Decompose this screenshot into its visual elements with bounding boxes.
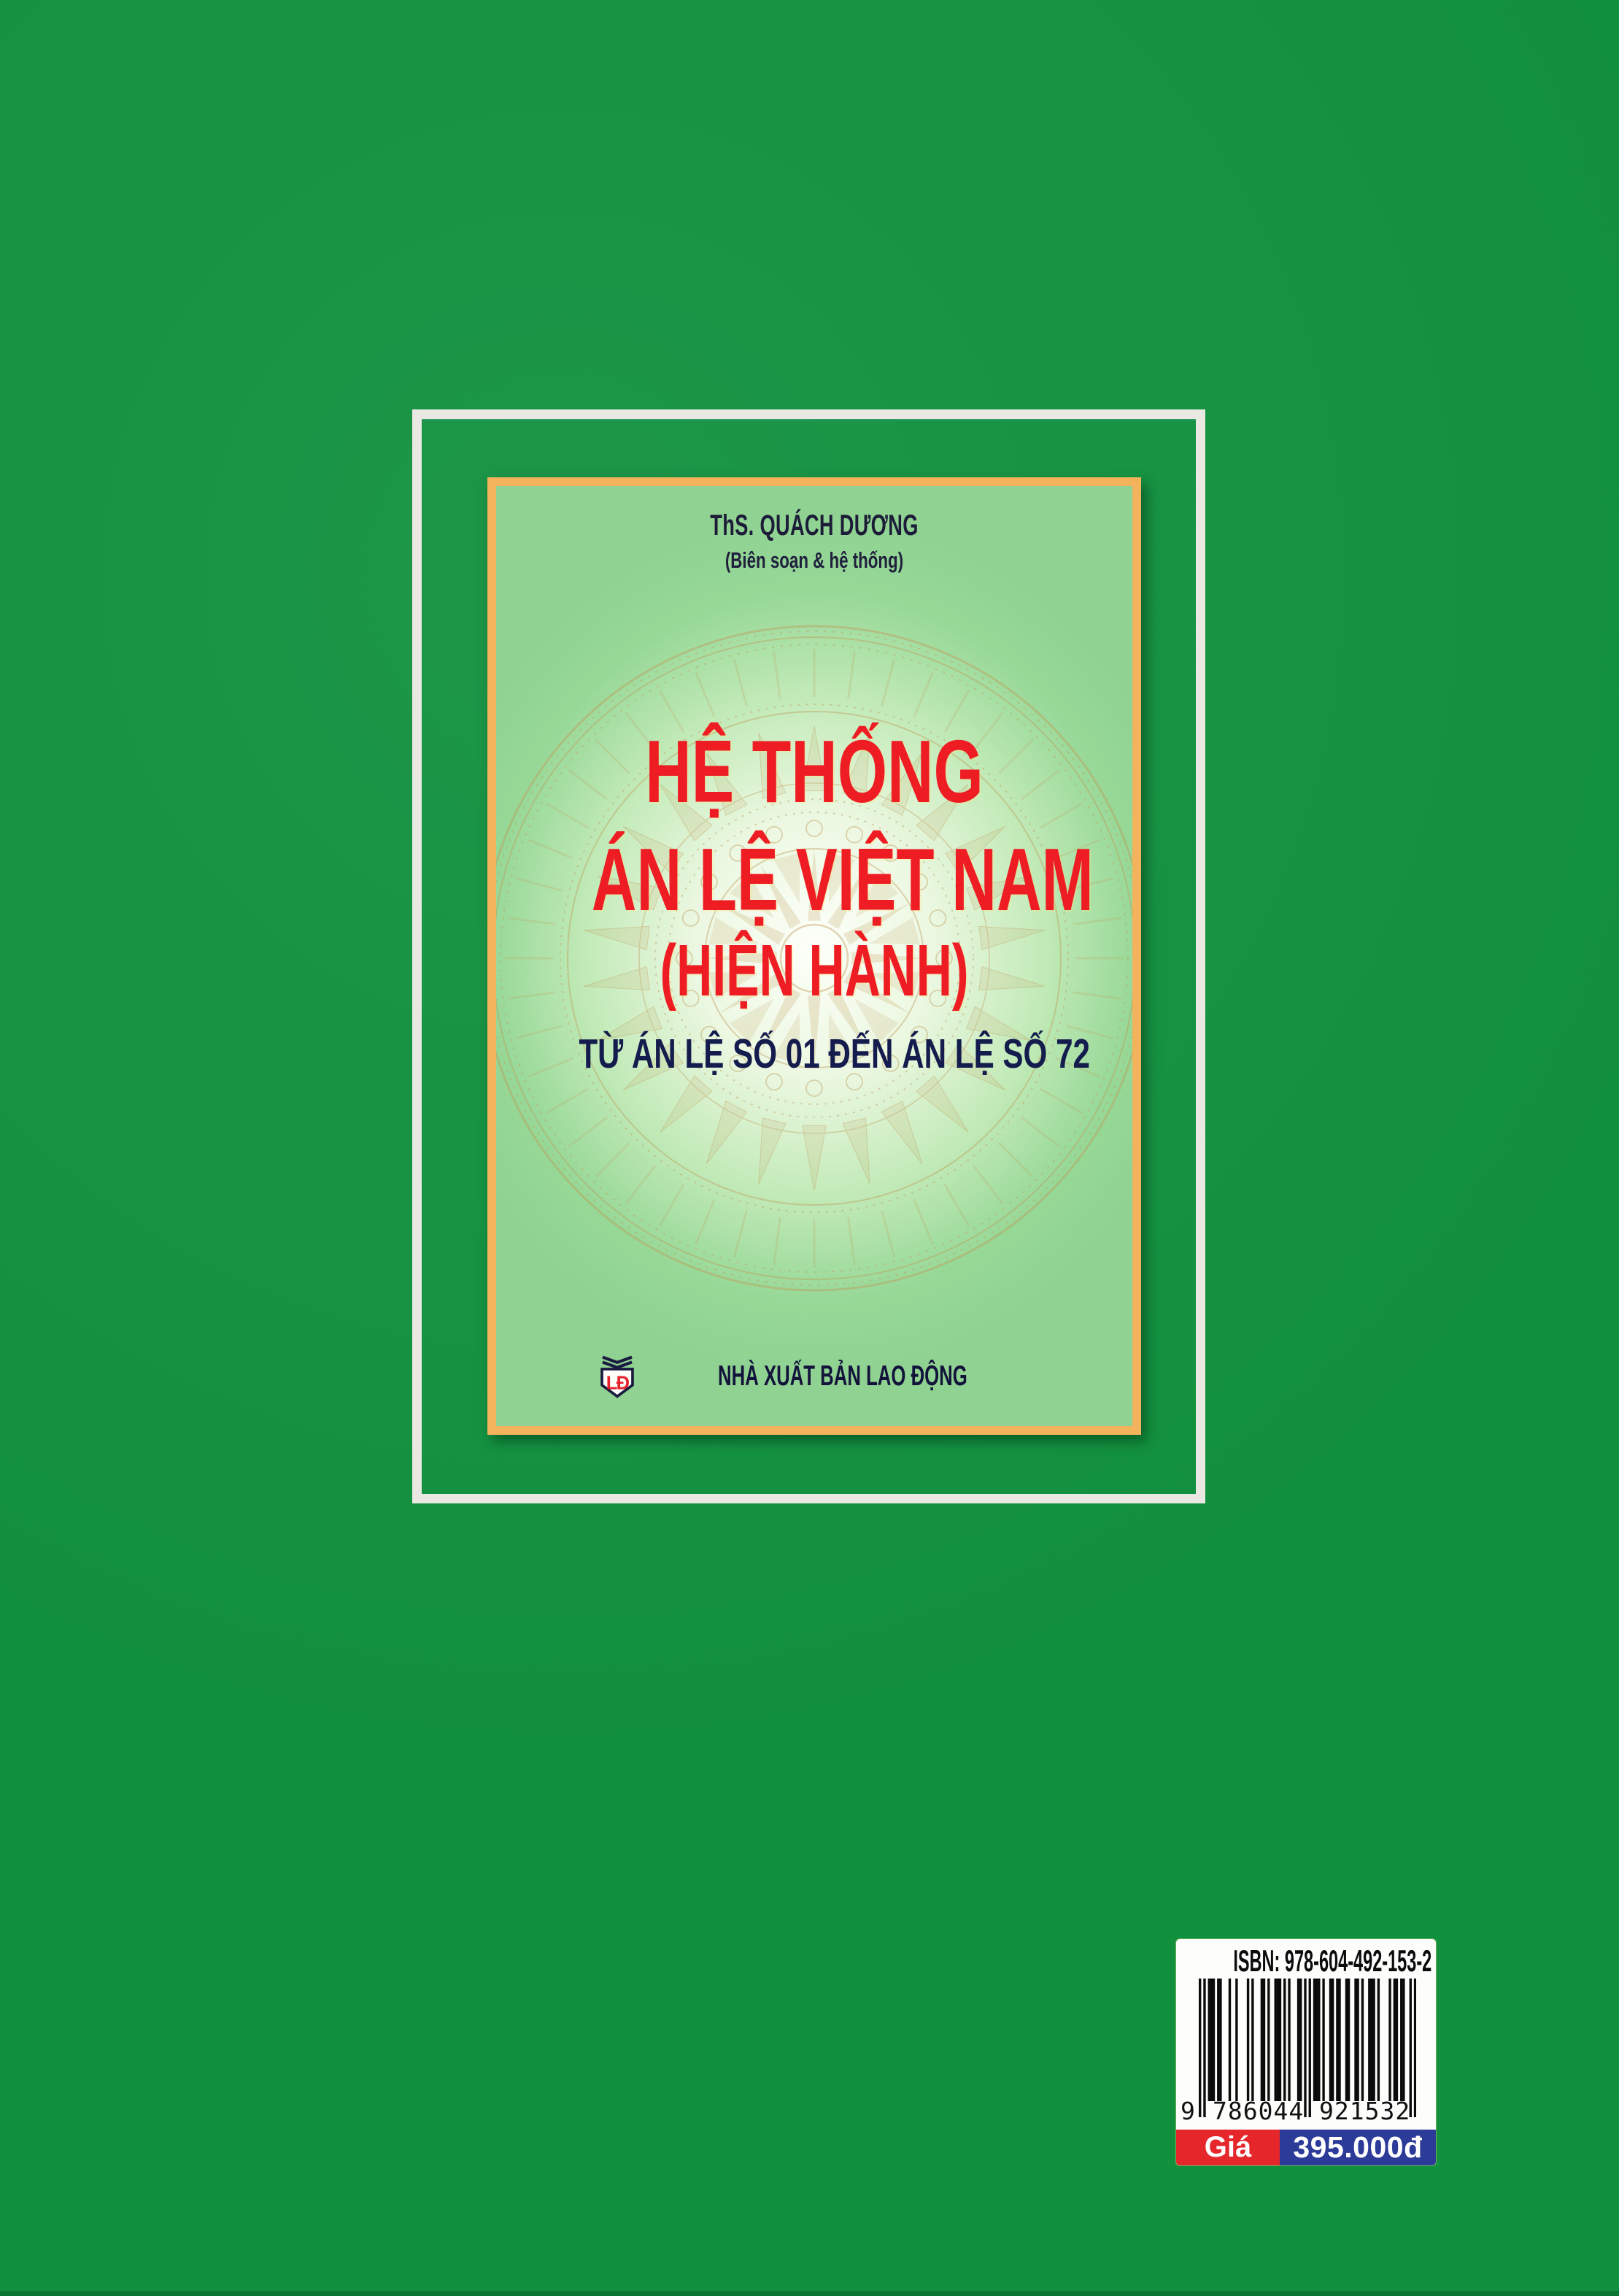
lao-dong-publisher-logo-icon bbox=[597, 1354, 638, 1399]
barcode-digits-right: 921532 bbox=[1319, 2097, 1411, 2125]
title-panel bbox=[487, 477, 1141, 1435]
author-name: ThS. QUÁCH DƯƠNG bbox=[710, 509, 919, 542]
price-value-badge: 395.000đ bbox=[1280, 2130, 1436, 2165]
publisher-name: NHÀ XUẤT BẢN LAO ĐỘNG bbox=[718, 1360, 967, 1392]
publisher-logo-letters: LĐ bbox=[606, 1373, 629, 1394]
price-band bbox=[1176, 2130, 1436, 2165]
author-role: (Biên soạn & hệ thống) bbox=[725, 547, 904, 573]
barcode-digits bbox=[1176, 2097, 1436, 2127]
title-line-1: HỆ THỐNG bbox=[645, 722, 984, 821]
publisher-row bbox=[496, 1353, 1132, 1400]
barcode-digit-first: 9 bbox=[1181, 2097, 1196, 2125]
price-label-badge: Giá bbox=[1176, 2130, 1280, 2165]
isbn-label: ISBN: 978-604-492-153-2 bbox=[1233, 1943, 1432, 1978]
isbn-barcode-block bbox=[1176, 1939, 1436, 2165]
book-subtitle: TỪ ÁN LỆ SỐ 01 ĐẾN ÁN LỆ SỐ 72 bbox=[579, 1030, 1091, 1077]
barcode-digits-left: 786044 bbox=[1213, 2097, 1305, 2125]
title-line-2: ÁN LỆ VIỆT NAM bbox=[591, 830, 1094, 929]
title-line-3: (HIỆN HÀNH) bbox=[660, 930, 969, 1012]
